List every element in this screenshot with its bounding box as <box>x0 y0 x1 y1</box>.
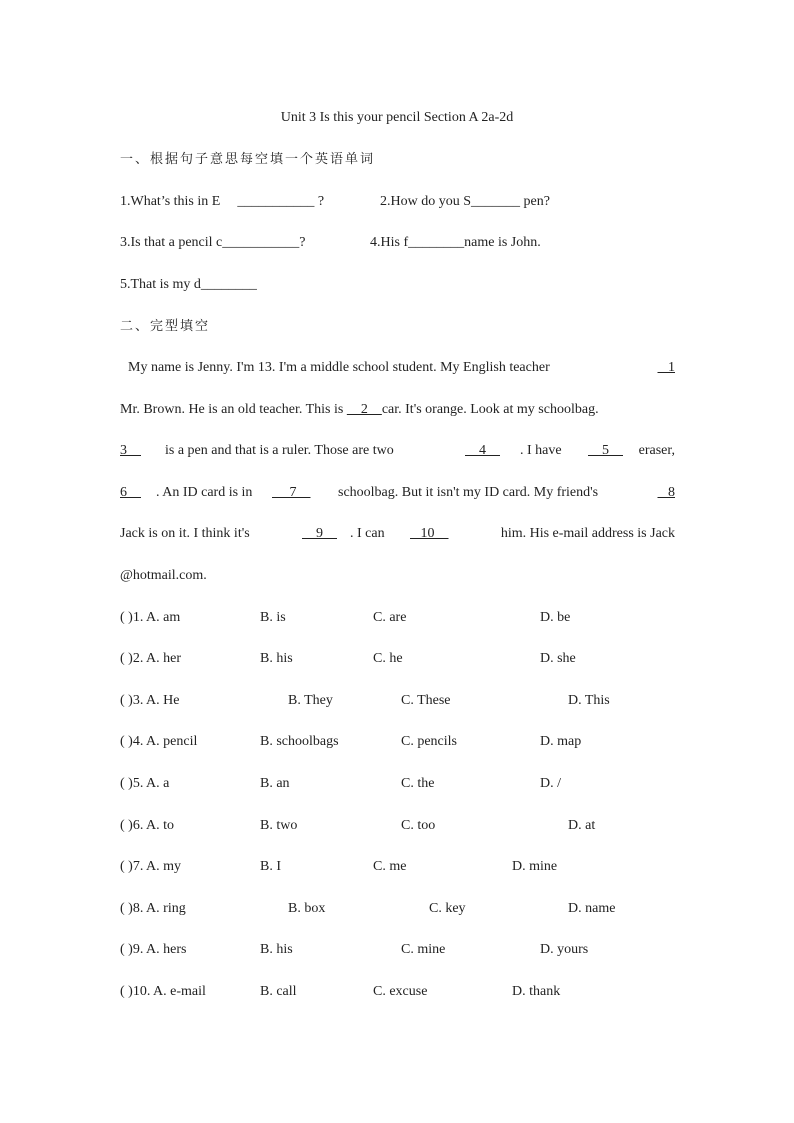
q4-text: 4.His f <box>370 235 409 250</box>
q4-end: name is John. <box>464 235 541 250</box>
choice-d[interactable]: D. be <box>540 610 571 625</box>
choice-c[interactable]: C. me <box>373 859 407 874</box>
choice-d[interactable]: D. name <box>568 901 616 916</box>
choice-b[interactable]: B. call <box>260 984 297 999</box>
choice-c[interactable]: C. key <box>429 901 466 916</box>
choice-c[interactable]: C. he <box>373 651 403 666</box>
section-2-heading: 二、完型填空 <box>120 319 211 334</box>
choice-b[interactable]: B. box <box>288 901 326 916</box>
q2-text: 2.How do you S <box>380 194 472 209</box>
choice-a[interactable]: ( )10. A. e-mail <box>120 984 206 999</box>
choice-d[interactable]: D. she <box>540 651 576 666</box>
q5-text: 5.That is my d <box>120 277 201 292</box>
passage-text: eraser, <box>638 443 675 458</box>
choice-c[interactable]: C. the <box>401 776 435 791</box>
choice-a[interactable]: ( )9. A. hers <box>120 942 187 957</box>
passage-line-6: @hotmail.com. <box>120 568 207 583</box>
page-title: Unit 3 Is this your pencil Section A 2a-2d <box>280 110 514 125</box>
blank-3[interactable]: 3 <box>120 443 141 458</box>
choice-d[interactable]: D. yours <box>540 942 589 957</box>
choice-b[interactable]: B. is <box>260 610 286 625</box>
choice-b[interactable]: B. his <box>260 651 293 666</box>
passage-text: him. His e-mail address is Jack <box>500 526 675 541</box>
blank-2[interactable]: 2 <box>346 402 382 417</box>
choice-a[interactable]: ( )5. A. a <box>120 776 170 791</box>
choice-b[interactable]: B. an <box>260 776 290 791</box>
question-3 <box>120 234 305 252</box>
choice-a[interactable]: ( )7. A. my <box>120 859 182 874</box>
choice-a[interactable]: ( )2. A. her <box>120 651 182 666</box>
choice-c[interactable]: C. pencils <box>401 734 457 749</box>
choice-d[interactable]: D. mine <box>512 859 558 874</box>
q1-text: 1.What’s this in E <box>120 194 221 209</box>
q4-blank[interactable]: ________ <box>408 235 465 250</box>
choice-c[interactable]: C. are <box>373 610 407 625</box>
choice-d[interactable]: D. / <box>540 776 561 791</box>
blank-1[interactable]: 1 <box>657 360 675 375</box>
q5-blank[interactable]: ________ <box>200 277 257 292</box>
blank-10[interactable]: 10 <box>410 526 449 541</box>
choice-b[interactable]: B. I <box>260 859 281 874</box>
q2-end: pen? <box>523 194 550 209</box>
choice-d[interactable]: D. thank <box>512 984 561 999</box>
q1-blank[interactable]: ___________ <box>237 194 315 209</box>
q1-end: ? <box>317 194 325 209</box>
choice-a[interactable]: ( )4. A. pencil <box>120 734 198 749</box>
passage-text: car. It's orange. Look at my schoolbag. <box>381 402 599 417</box>
choice-a[interactable]: ( )8. A. ring <box>120 901 186 916</box>
passage-text: . I have <box>520 443 562 458</box>
passage-line-4 <box>120 484 675 502</box>
blank-9[interactable]: 9 <box>302 526 337 541</box>
choice-d[interactable]: D. This <box>568 693 610 708</box>
choice-b[interactable]: B. They <box>288 693 333 708</box>
choice-a[interactable]: ( )6. A. to <box>120 818 175 833</box>
blank-4[interactable]: 4 <box>465 443 500 458</box>
choice-d[interactable]: D. map <box>540 734 582 749</box>
passage-line-5 <box>120 525 675 543</box>
blank-5[interactable]: 5 <box>588 443 623 458</box>
question-1 <box>120 193 324 211</box>
choice-a[interactable]: ( )3. A. He <box>120 693 180 708</box>
question-5 <box>120 276 257 294</box>
passage-text: Mr. Brown. He is an old teacher. This is <box>120 402 344 417</box>
blank-8[interactable]: 8 <box>657 485 675 500</box>
choice-b[interactable]: B. his <box>260 942 293 957</box>
choice-c[interactable]: C. These <box>401 693 451 708</box>
q3-blank[interactable]: ___________ <box>222 235 300 250</box>
choice-b[interactable]: B. two <box>260 818 298 833</box>
question-2 <box>380 193 550 211</box>
question-4 <box>370 234 541 252</box>
section-1-heading: 一、根据句子意思每空填一个英语单词 <box>120 152 376 167</box>
passage-text: My name is Jenny. I'm 13. I'm a middle school student. My English teacher <box>128 360 550 375</box>
choice-c[interactable]: C. mine <box>401 942 446 957</box>
choice-c[interactable]: C. excuse <box>373 984 428 999</box>
passage-text: . An ID card is in <box>156 485 253 500</box>
q3-end: ? <box>299 235 306 250</box>
choice-d[interactable]: D. at <box>568 818 596 833</box>
passage-line-2 <box>120 401 599 419</box>
q3-text: 3.Is that a pencil c <box>120 235 223 250</box>
blank-7[interactable]: 7 <box>272 485 311 500</box>
passage-text: Jack is on it. I think it's <box>120 526 250 541</box>
passage-line-1 <box>128 359 675 377</box>
passage-line-3 <box>120 442 675 460</box>
choice-c[interactable]: C. too <box>401 818 436 833</box>
passage-text: is a pen and that is a ruler. Those are two <box>165 443 394 458</box>
q2-blank[interactable]: _______ <box>471 194 521 209</box>
choice-a[interactable]: ( )1. A. am <box>120 610 181 625</box>
choice-b[interactable]: B. schoolbags <box>260 734 339 749</box>
passage-text: . I can <box>350 526 385 541</box>
blank-6[interactable]: 6 <box>120 485 141 500</box>
passage-text: schoolbag. But it isn't my ID card. My friend's <box>338 485 599 500</box>
